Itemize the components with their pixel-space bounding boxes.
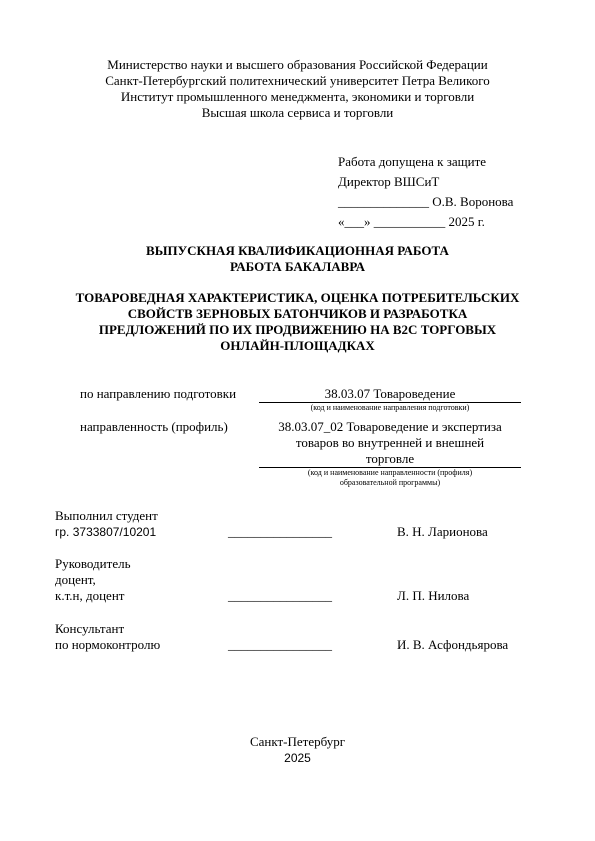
- supervisor-role: Руководитель: [55, 556, 131, 571]
- thesis-title-line2: СВОЙСТВ ЗЕРНОВЫХ БАТОНЧИКОВ И РАЗРАБОТКА: [127, 306, 468, 321]
- supervisor-position: доцент,: [55, 572, 96, 587]
- approval-date: «___» ___________ 2025 г.: [338, 214, 485, 229]
- thesis-title-line4: ОНЛАЙН-ПЛОЩАДКАХ: [220, 338, 375, 353]
- approval-block: [338, 154, 578, 234]
- profile-caption-line1: (код и наименование направленности (профиля): [307, 468, 473, 477]
- supervisor-signature-line: ________________: [228, 588, 332, 603]
- direction-caption: (код и наименование направления подготовки): [310, 403, 470, 412]
- student-group: гр. 3733807/10201: [55, 525, 157, 539]
- thesis-title-line1: ТОВАРОВЕДНАЯ ХАРАКТЕРИСТИКА, ОЦЕНКА ПОТРЕБИТЕЛЬСКИХ: [75, 290, 520, 305]
- student-role: Выполнил студент: [55, 508, 158, 523]
- approval-director: Директор ВШСиТ: [338, 174, 440, 189]
- consultant-name: И. В. Асфондьярова: [397, 637, 509, 652]
- school-line: Высшая школа сервиса и торговли: [201, 105, 394, 120]
- footer-year: 2025: [284, 751, 311, 765]
- approval-signature: ______________ О.В. Воронова: [338, 194, 514, 209]
- consultant-label: [55, 621, 160, 653]
- profile-value-line3: торговле: [259, 451, 521, 468]
- profile-label: направленность (профиль): [80, 419, 228, 434]
- profile-value-line2: товаров во внутренней и внешней: [295, 435, 485, 450]
- supervisor-degree: к.т.н, доцент: [55, 588, 125, 603]
- direction-value: 38.03.07 Товароведение: [259, 386, 521, 403]
- ministry-line: Министерство науки и высшего образования Российской Федерации: [107, 57, 488, 72]
- thesis-title-line3: ПРЕДЛОЖЕНИЙ ПО ИХ ПРОДВИЖЕНИЮ НА B2C ТОРГОВЫХ: [98, 322, 497, 337]
- student-signature-line: ________________: [228, 524, 332, 539]
- profile-value-line1: 38.03.07_02 Товароведение и экспертиза: [278, 419, 502, 434]
- consultant-scope: по нормоконтролю: [55, 637, 161, 652]
- work-type-title: ВЫПУСКНАЯ КВАЛИФИКАЦИОННАЯ РАБОТА: [146, 243, 449, 258]
- student-label: [55, 508, 158, 540]
- profile-caption-line2: образовательной программы): [339, 478, 441, 487]
- supervisor-label: [55, 556, 131, 604]
- university-line: Санкт-Петербургский политехнический университет Петра Великого: [105, 73, 490, 88]
- work-type-subtitle: РАБОТА БАКАЛАВРА: [230, 259, 365, 274]
- consultant-role: Консультант: [55, 621, 125, 636]
- student-name: В. Н. Ларионова: [397, 524, 488, 539]
- profile-value: [259, 419, 521, 468]
- profile-caption: [259, 468, 521, 488]
- consultant-signature-line: ________________: [228, 637, 332, 652]
- direction-label: по направлению подготовки: [80, 386, 237, 401]
- institute-line: Институт промышленного менеджмента, экономики и торговли: [120, 89, 475, 104]
- footer-city: Санкт-Петербург: [249, 734, 346, 749]
- supervisor-name: Л. П. Нилова: [397, 588, 470, 603]
- approval-admitted: Работа допущена к защите: [338, 154, 487, 169]
